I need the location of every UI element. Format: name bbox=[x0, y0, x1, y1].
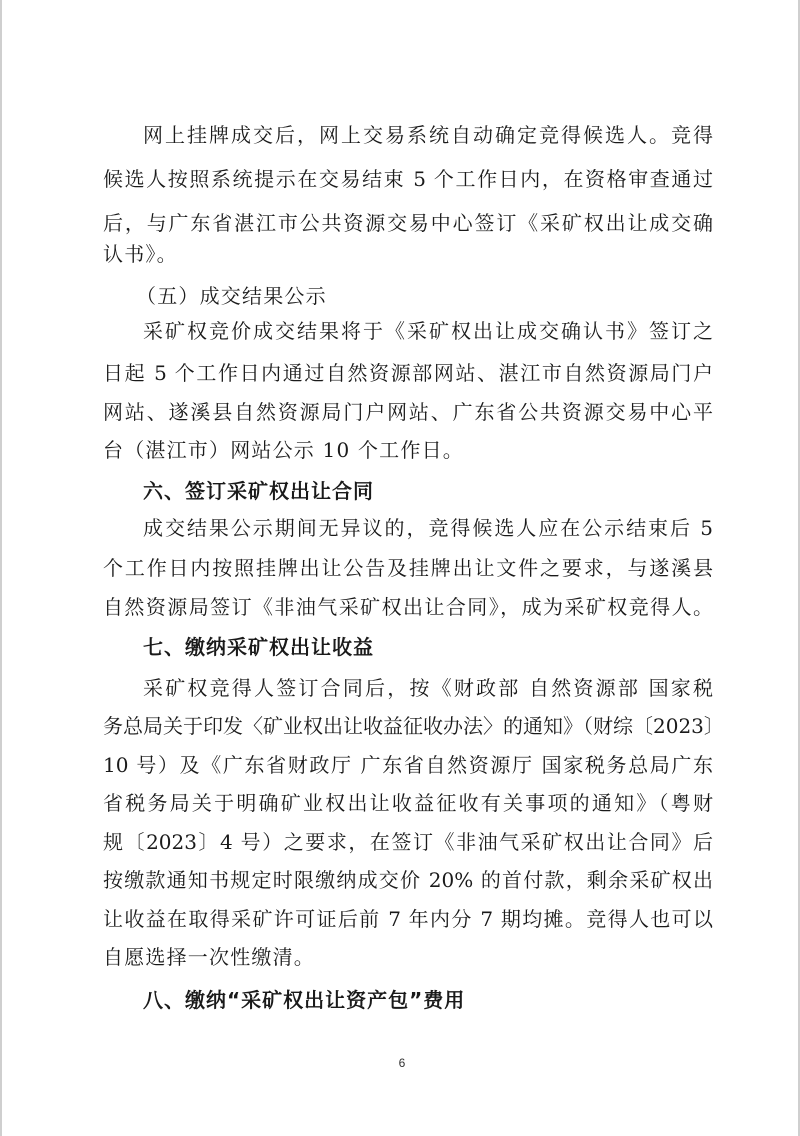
paragraph-line: 日起 5 个工作日内通过自然资源部网站、湛江市自然资源局门户 bbox=[103, 361, 713, 385]
section-heading: 七、缴纳采矿权出让收益 bbox=[143, 635, 374, 659]
paragraph-line: 成交结果公示期间无异议的，竞得候选人应在公示结束后 5 bbox=[143, 516, 713, 540]
section-heading: 八、缴纳“采矿权出让资产包”费用 bbox=[143, 988, 466, 1012]
page-number: 6 bbox=[398, 1056, 406, 1070]
paragraph-line: 采矿权竞价成交结果将于《采矿权出让成交确认书》签订之 bbox=[143, 319, 713, 343]
paragraph-line: 台（湛江市）网站公示 10 个工作日。 bbox=[103, 438, 464, 462]
paragraph-line: 网站、遂溪县自然资源局门户网站、广东省公共资源交易中心平 bbox=[103, 400, 713, 424]
paragraph-line: 按缴款通知书规定时限缴纳成交价 20% 的首付款，剩余采矿权出 bbox=[103, 868, 713, 892]
section-heading: 六、签订采矿权出让合同 bbox=[143, 479, 374, 503]
paragraph-line: 采矿权竞得人签订合同后，按《财政部 自然资源部 国家税 bbox=[143, 676, 713, 700]
paragraph-line: 10 号）及《广东省财政厅 广东省自然资源厅 国家税务总局广东 bbox=[103, 753, 713, 777]
paragraph-line: 个工作日内按照挂牌出让公告及挂牌出让文件之要求，与遂溪县 bbox=[103, 556, 713, 580]
subsection-heading: （五）成交结果公示 bbox=[136, 284, 327, 308]
paragraph-line: 自然资源局签订《非油气采矿权出让合同》，成为采矿权竞得人。 bbox=[103, 595, 713, 619]
paragraph-line: 规〔2023〕4 号）之要求，在签订《非油气采矿权出让合同》后 bbox=[103, 830, 713, 854]
paragraph-line: 省税务局关于明确矿业权出让收益征收有关事项的通知》（粤财 bbox=[103, 791, 713, 815]
paragraph-line: 候选人按照系统提示在交易结束 5 个工作日内，在资格审查通过 bbox=[103, 167, 713, 191]
paragraph-line: 自愿选择一次性缴清。 bbox=[103, 945, 315, 969]
paragraph-line: 务总局关于印发〈矿业权出让收益征收办法〉的通知》（财综〔2023〕 bbox=[103, 714, 724, 738]
paragraph-line: 后，与广东省湛江市公共资源交易中心签订《采矿权出让成交确 bbox=[103, 211, 713, 235]
paragraph-line: 网上挂牌成交后，网上交易系统自动确定竞得候选人。竞得 bbox=[143, 123, 713, 147]
paragraph-line: 认书》。 bbox=[103, 242, 178, 266]
paragraph-line: 让收益在取得采矿许可证后前 7 年内分 7 期均摊。竞得人也可以 bbox=[103, 907, 713, 931]
